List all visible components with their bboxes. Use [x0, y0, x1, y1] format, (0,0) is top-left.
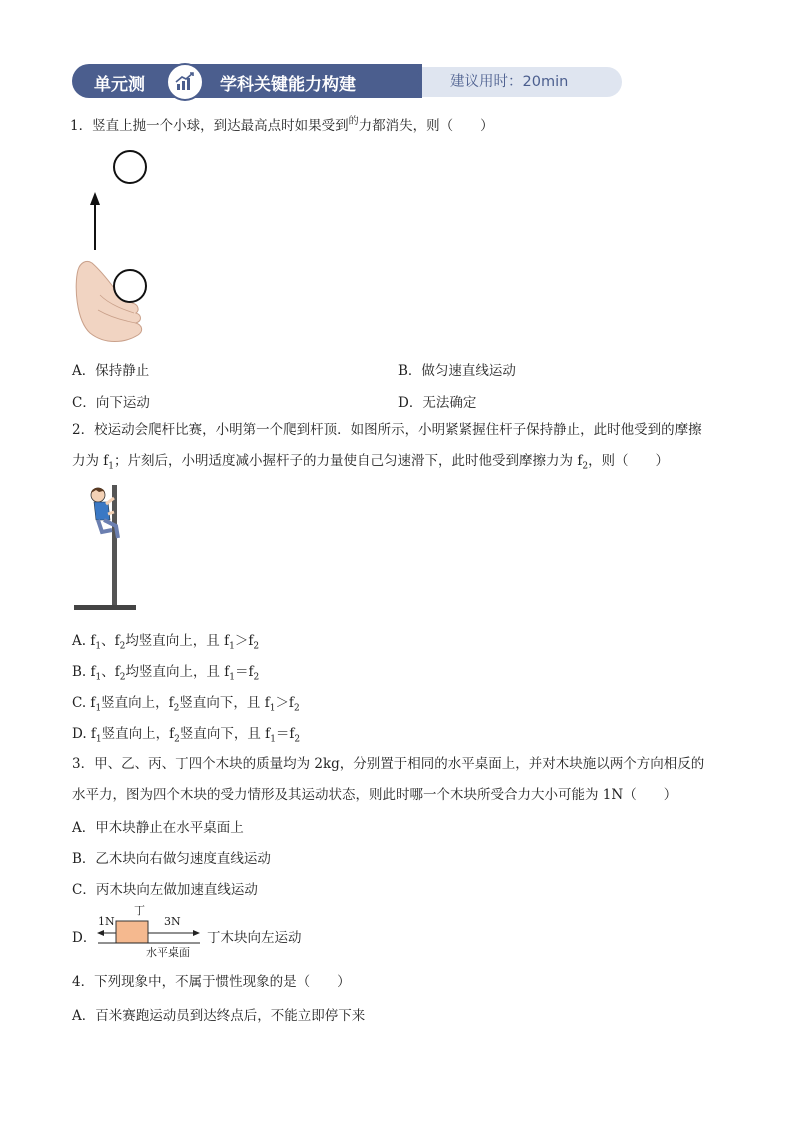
unit-label: 单元测	[94, 75, 145, 95]
stem-mark: 的	[348, 116, 359, 127]
question-3-line-2: 水平力，图为四个木块的受力情形及其运动状态，则此时哪一个木块所受合力大小可能为 1N（ ）	[72, 787, 678, 803]
right-force-label: 3N	[164, 915, 181, 928]
question-1-option-c[interactable]: C．向下运动	[72, 395, 150, 411]
section-title: 学科关键能力构建	[220, 75, 356, 95]
question-4-stem: 4．下列现象中，不属于惯性现象的是（ ）	[72, 974, 351, 990]
left-force-label: 1N	[98, 915, 115, 928]
question-2-option-d[interactable]: D. $f_1$竖直向上，$f_2$竖直向下，且 $f_1=f_2$	[72, 726, 301, 745]
left-arrow-head	[97, 930, 104, 936]
pole	[112, 485, 117, 607]
question-2-option-b[interactable]: B. $f_1$、$f_2$均竖直向上，且 $f_1=f_2$	[72, 664, 260, 683]
arrow-head	[90, 192, 100, 205]
question-3-option-d-label[interactable]: D．	[72, 930, 97, 946]
question-1-stem: 1．竖直上抛一个小球，到达最高点时如果受到$^的$力都消失，则（ ）	[70, 116, 494, 134]
question-3-line-1: 3．甲、乙、丙、丁四个木块的质量均为 2kg，分别置于相同的水平桌面上，并对木块施以两个方向相反的	[72, 756, 705, 772]
question-2-line-2: 力为 $f_1$；片刻后，小明适度减小握杆子的力量使自己匀速滑下，此时他受到摩擦力为 $f_2$，则（ ）	[72, 453, 670, 472]
question-3-option-b[interactable]: B．乙木块向右做匀速度直线运动	[72, 851, 271, 867]
question-2-line-1: 2．校运动会爬杆比赛，小明第一个爬到杆顶．如图所示，小明紧紧握住杆子保持静止，此时他受到的摩擦	[72, 422, 702, 438]
question-3-option-a[interactable]: A．甲木块静止在水平桌面上	[72, 820, 244, 836]
question-1-option-b[interactable]: B．做匀速直线运动	[398, 363, 516, 379]
right-arrow-head	[193, 930, 200, 936]
wooden-block	[116, 921, 148, 943]
surface-label: 水平桌面	[146, 946, 190, 958]
question-1-option-d[interactable]: D．无法确定	[398, 395, 477, 411]
ball-top	[114, 151, 146, 183]
ball-bottom	[114, 270, 146, 302]
question-2-option-a[interactable]: A. $f_1$、$f_2$均竖直向上，且 $f_1>f_2$	[72, 633, 260, 652]
question-3-option-d-text[interactable]: 丁木块向左运动	[207, 930, 302, 946]
question-2-figure	[72, 482, 142, 614]
time-label: 建议用时：20min	[450, 74, 569, 90]
question-3-figure	[94, 902, 206, 958]
question-1-option-a[interactable]: A．保持静止	[72, 363, 150, 379]
pole-base	[74, 605, 136, 610]
question-4-option-a[interactable]: A．百米赛跑运动员到达终点后，不能立即停下来	[72, 1008, 366, 1024]
block-label: 丁	[134, 904, 145, 917]
question-3-option-c[interactable]: C．丙木块向左做加速直线运动	[72, 882, 258, 898]
chart-growth-icon	[166, 63, 204, 101]
question-1-figure	[70, 145, 160, 350]
question-2-option-c[interactable]: C. $f_1$竖直向上，$f_2$竖直向下，且 $f_1>f_2$	[72, 695, 300, 714]
header-banner	[72, 64, 622, 98]
